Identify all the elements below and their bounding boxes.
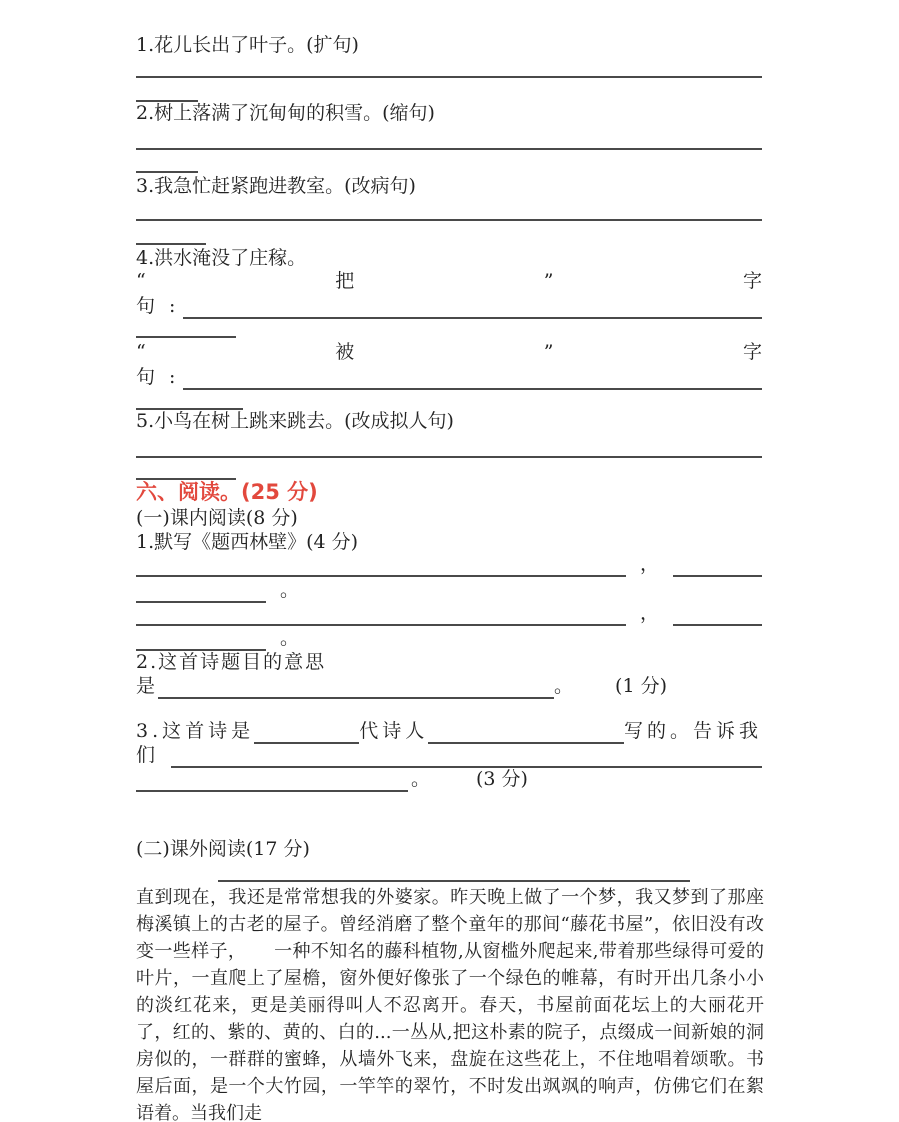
poem-blank <box>673 553 762 577</box>
answer-blank <box>183 366 762 390</box>
bei-char: 被 <box>335 341 355 363</box>
answer-blank <box>136 768 408 792</box>
answer-line-continuation <box>136 82 198 102</box>
score-label: (1 分) <box>615 675 667 697</box>
close-quote: ” <box>543 341 554 363</box>
poem-blank <box>136 553 626 577</box>
reading-passage: 直到现在，我还是常常想我的外婆家。昨天晚上做了一个梦，我又梦到了那座梅溪镇上的古老的屋子。曾经消磨了整个童年的那间“藤花书屋”，依旧没有改变一些样子， 一种不知名的藤科植物,从窗槛外爬起来,带着那些绿得可爱的叶片，一直爬上了屋檐，窗外便好像张了一个绿色的帷幕，有时开出几条小小的淡红花来，更是美丽得叫人不忍离开。春天，书屋前面花坛上的大丽花开了，红的、紫的、黄的、白的...一丛从,把这朴素的院子，点缀成一间新娘的洞房似的，一群群的蜜蜂，从墙外飞来，盘旋在这些花上，不住地唱着颂歌。书屋后面，是一个大竹园，一竿竿的翠竹，不时发出飒飒的响声，仿佛它们在絮语着。当我们走 <box>136 887 764 1122</box>
answer-line-continuation <box>136 390 243 410</box>
poem-blank <box>136 627 266 651</box>
bei-answer-row <box>136 364 762 390</box>
answer-line <box>136 120 762 150</box>
answer-line <box>136 191 762 221</box>
colon: : <box>169 366 176 388</box>
period: 。 <box>411 768 431 790</box>
men-char: 们 <box>136 744 156 766</box>
q3-text-3: 写的。告诉我 <box>623 720 762 742</box>
ju-char: 句 <box>136 366 156 388</box>
colon: : <box>169 295 176 317</box>
ba-pattern-row <box>136 268 762 294</box>
section-six-heading: 六、阅读。(25 分) <box>136 480 318 504</box>
poem-line-1 <box>136 551 762 577</box>
answer-line-continuation <box>136 225 206 245</box>
period: 。 <box>280 627 300 649</box>
question-2-shorten-sentence: 2.树上落满了沉甸甸的积雪。(缩句) <box>136 102 435 124</box>
shi-char: 是 <box>136 675 156 697</box>
answer-line-continuation <box>136 318 236 338</box>
question-4-flood-sentence: 4.洪水淹没了庄稼。 <box>136 247 307 269</box>
poem-line-4 <box>136 625 762 651</box>
passage-title-blank <box>218 862 690 882</box>
score-label: (3 分) <box>476 768 528 790</box>
q3-text-1: 3.这首诗是 <box>136 720 255 742</box>
part2-title: (二)课外阅读(17 分) <box>136 838 310 860</box>
comma: ， <box>639 553 659 575</box>
answer-line-continuation <box>136 460 236 480</box>
question-5-personification: 5.小鸟在树上跳来跳去。(改成拟人句) <box>136 410 454 432</box>
reading-q3-final-row <box>136 766 762 792</box>
poem-blank <box>136 602 626 626</box>
bei-pattern-row <box>136 339 762 365</box>
comma: ， <box>639 602 659 624</box>
reading-q3-men-row <box>136 742 762 768</box>
open-quote: “ <box>136 341 146 363</box>
answer-blank <box>254 720 359 744</box>
reading-q2-answer-row <box>136 673 762 699</box>
zi-char: 字 <box>742 270 762 292</box>
open-quote: “ <box>136 270 146 292</box>
period: 。 <box>554 675 574 697</box>
part1-title: (一)课内阅读(8 分) <box>136 507 298 529</box>
poem-line-3 <box>136 600 762 626</box>
q3-text-2: 代诗人 <box>359 720 429 742</box>
answer-blank <box>158 675 554 699</box>
question-3-fix-sentence: 3.我急忙赶紧跑进教室。(改病句) <box>136 175 416 197</box>
ba-char: 把 <box>335 270 355 292</box>
ju-char: 句 <box>136 295 156 317</box>
answer-blank <box>171 744 762 768</box>
answer-blank <box>183 295 762 319</box>
reading-q3-row <box>136 718 762 744</box>
poem-blank <box>673 602 762 626</box>
period: 。 <box>280 579 300 601</box>
reading-q2-lead: 2.这首诗题目的意思 <box>136 651 327 673</box>
close-quote: ” <box>543 270 554 292</box>
answer-line-continuation <box>136 153 198 173</box>
answer-blank <box>428 720 624 744</box>
zi-char: 字 <box>742 341 762 363</box>
moxie-question: 1.默写《题西林壁》(4 分) <box>136 531 359 553</box>
answer-line <box>136 428 762 458</box>
question-1-expand-sentence: 1.花儿长出了叶子。(扩句) <box>136 34 359 56</box>
ba-answer-row <box>136 293 762 319</box>
answer-line <box>136 48 762 78</box>
